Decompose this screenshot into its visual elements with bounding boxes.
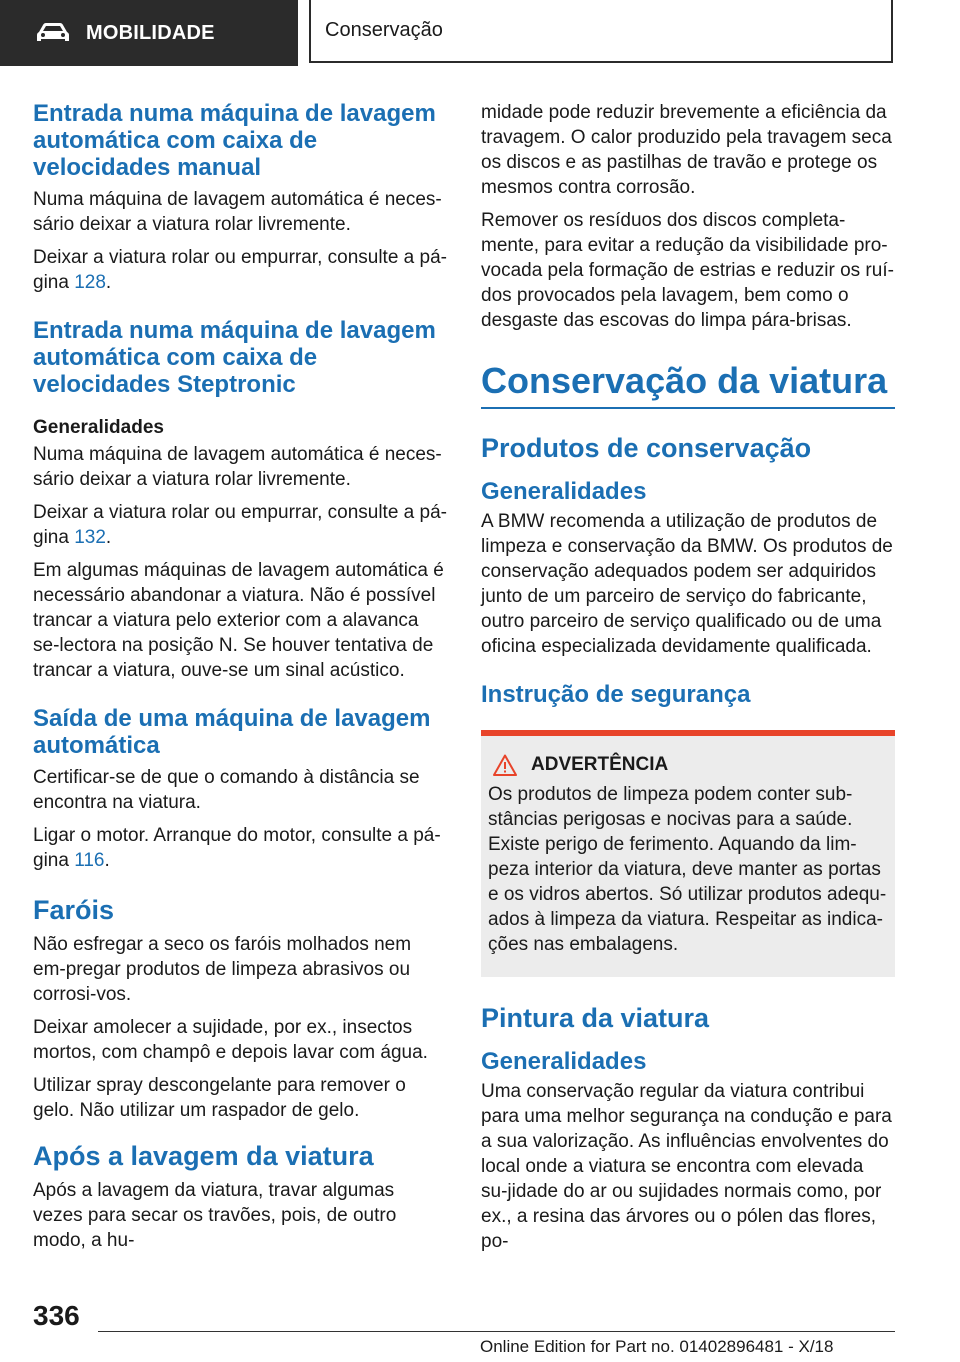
paragraph: Uma conservação regular da viatura contribui para uma melhor segurança na condução e para a sua valorização. As influências envolventes do local onde a viatura se encontra com elevada su‐jidade do ar ou sujidades normais como, por ex., a resina das árvores ou o pólen das flores, po‐: [481, 1081, 892, 1252]
heading-steptronic-wash: Entrada numa máquina de lavagem automática com caixa de velocidades Steptronic: [33, 317, 436, 398]
text: .: [104, 850, 110, 871]
page-link-116[interactable]: 116: [74, 850, 105, 871]
text: Deixar a viatura rolar ou empurrar, consulte a pá‐gina: [33, 247, 447, 293]
paragraph: Em algumas máquinas de lavagem automática é necessário abandonar a viatura. Não é possível trancar a viatura pelo exterior com a alavanca se‐lectora na posição N. Se houver tentativa de trancar a viatura, ouve-se um sinal acústico.: [33, 560, 444, 681]
heading-headlights: Faróis: [33, 895, 115, 925]
heading-care-products: Produtos de conservação: [481, 433, 812, 463]
paragraph-with-link: [33, 823, 447, 873]
warning-text: Os produtos de limpeza podem conter sub‐stâncias perigosas e nocivas para a saúde. Existe perigo de ferimento. Aquando da lim‐peza interior da viatura, deve manter as portas e os vidros abertos. Só utilizar produtos adequ‐ados à limpeza da viatura. Respeitar as indica‐ções nas embalagens.: [488, 784, 887, 955]
paragraph-with-link: [33, 500, 447, 550]
subheading-general: Generalidades: [481, 478, 647, 505]
text: .: [105, 527, 112, 548]
warning-box: [481, 730, 895, 977]
warning-title: ADVERTÊNCIA: [531, 754, 669, 775]
warning-header: [488, 754, 887, 776]
subheading-general: Generalidades: [481, 1048, 647, 1075]
section-name: MOBILIDADE: [86, 21, 215, 44]
paragraph-with-link: [33, 245, 447, 295]
warning-triangle-icon: [493, 754, 517, 776]
left-column: [33, 100, 447, 1261]
paragraph: Utilizar spray descongelante para remover o gelo. Não utilizar um raspador de gelo.: [33, 1075, 406, 1121]
text: .: [105, 272, 112, 293]
chapter-tab: [309, 0, 893, 63]
paragraph: Remover os resíduos dos discos completa‐mente, para evitar a redução da visibilidade pro‐vocada pela formação de estrias e reduzir os ruí‐dos provocados pela lavagem, bem como o desgaste das escovas do limpa pára-brisas.: [481, 210, 894, 331]
page-header: [0, 0, 960, 66]
text: Ligar o motor. Arranque do motor, consulte a pá‐gina: [33, 825, 441, 871]
paragraph: Deixar amolecer a sujidade, por ex., insectos mortos, com champô e depois lavar com água.: [33, 1017, 428, 1063]
paragraph: Após a lavagem da viatura, travar algumas vezes para secar os travões, pois, de outro modo, a hu‐: [33, 1180, 397, 1251]
edition-note: Online Edition for Part no. 01402896481 - X/18: [480, 1337, 834, 1356]
right-column: [481, 100, 895, 1262]
paragraph: Certificar-se de que o comando à distância se encontra na viatura.: [33, 767, 420, 813]
heading-after-wash: Após a lavagem da viatura: [33, 1141, 374, 1171]
chapter-title: Conservação da viatura: [481, 361, 895, 409]
page-link-128[interactable]: 128: [74, 272, 106, 293]
paragraph: Numa máquina de lavagem automática é neces‐sário deixar a viatura rolar livremente.: [33, 444, 442, 490]
heading-exit-wash: Saída de uma máquina de lavagem automática: [33, 705, 431, 759]
paragraph: Não esfregar a seco os faróis molhados nem em‐pregar produtos de limpeza abrasivos ou corrosi‐vos.: [33, 934, 412, 1005]
page-link-132[interactable]: 132: [74, 527, 106, 548]
heading-manual-wash: Entrada numa máquina de lavagem automática com caixa de velocidades manual: [33, 100, 436, 181]
subheading-general: Generalidades: [33, 417, 164, 438]
paragraph: A BMW recomenda a utilização de produtos de limpeza e conservação da BMW. Os produtos de conservação adequados podem ser adquiridos junto de um parceiro de serviço do fabricante, outro parceiro de serviço qualificado ou de uma oficina especializada devidamente qualificada.: [481, 511, 893, 657]
paragraph: Numa máquina de lavagem automática é neces‐sário deixar a viatura rolar livremente.: [33, 189, 442, 235]
heading-paintwork: Pintura da viatura: [481, 1003, 710, 1033]
page-number: 336: [33, 1300, 80, 1331]
heading-safety-instruction: Instrução de segurança: [481, 681, 751, 708]
footer-divider: [98, 1331, 895, 1332]
paragraph: midade pode reduzir brevemente a eficiência da travagem. O calor produzido pela travagem seca os discos e as pastilhas de travão e protege os mesmos contra corrosão.: [481, 102, 892, 198]
section-tab: [0, 0, 298, 66]
car-icon: [36, 22, 70, 44]
chapter-name: Conservação: [325, 19, 443, 41]
text: Deixar a viatura rolar ou empurrar, consulte a pá‐gina: [33, 502, 447, 548]
